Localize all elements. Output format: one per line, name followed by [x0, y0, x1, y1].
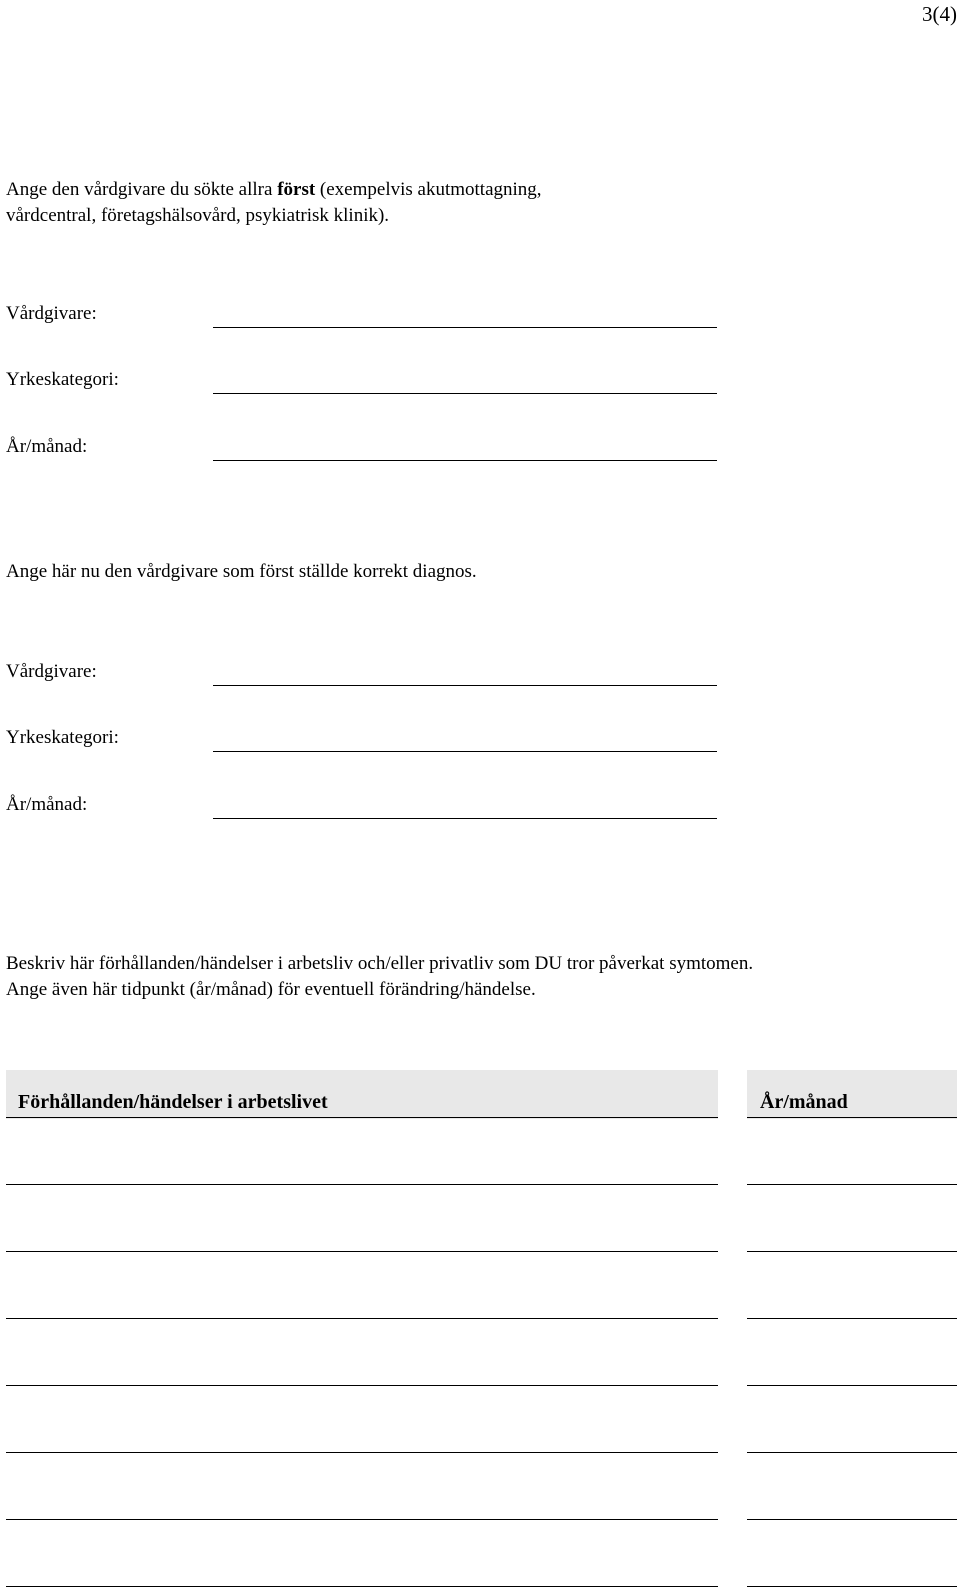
category-input-line[interactable] — [213, 751, 717, 752]
category-label: Yrkeskategori: — [6, 727, 119, 748]
section1-instruction-line1 — [6, 177, 542, 203]
section1-instruction-line2: vårdcentral, företagshälsovård, psykiatrisk klinik). — [6, 205, 390, 226]
provider-label: Vårdgivare: — [6, 661, 97, 682]
event-date-input-line[interactable] — [747, 1452, 957, 1453]
date-input-line[interactable] — [213, 460, 717, 461]
instruction-text: Ange den vårdgivare du sökte allra — [6, 179, 278, 200]
date-label: År/månad: — [6, 794, 88, 815]
provider-input-line[interactable] — [213, 327, 717, 328]
event-date-input-line[interactable] — [747, 1385, 957, 1386]
section2-instruction: Ange här nu den vårdgivare som först ställde korrekt diagnos. — [6, 561, 477, 582]
event-date-input-line[interactable] — [747, 1586, 957, 1587]
category-input-line[interactable] — [213, 393, 717, 394]
event-date-input-line[interactable] — [747, 1251, 957, 1252]
event-input-line[interactable] — [6, 1519, 718, 1520]
event-input-line[interactable] — [6, 1251, 718, 1252]
instruction-text: (exempelvis akutmottagning, — [315, 179, 542, 200]
date-column-header: År/månad — [760, 1091, 848, 1113]
header-underline — [6, 1117, 718, 1118]
event-input-line[interactable] — [6, 1184, 718, 1185]
provider-input-line[interactable] — [213, 685, 717, 686]
events-column-header: Förhållanden/händelser i arbetslivet — [18, 1091, 328, 1113]
event-date-input-line[interactable] — [747, 1318, 957, 1319]
event-input-line[interactable] — [6, 1452, 718, 1453]
provider-label: Vårdgivare: — [6, 303, 97, 324]
event-input-line[interactable] — [6, 1385, 718, 1386]
event-date-input-line[interactable] — [747, 1519, 957, 1520]
event-date-input-line[interactable] — [747, 1184, 957, 1185]
event-input-line[interactable] — [6, 1318, 718, 1319]
category-label: Yrkeskategori: — [6, 369, 119, 390]
header-underline — [747, 1117, 957, 1118]
page-number: 3(4) — [922, 2, 957, 26]
section3-instruction-line1: Beskriv här förhållanden/händelser i arbetsliv och/eller privatliv som DU tror påverkat symtomen. — [6, 953, 754, 974]
date-label: År/månad: — [6, 436, 88, 457]
emphasis-text: först — [277, 179, 316, 200]
date-input-line[interactable] — [213, 818, 717, 819]
event-input-line[interactable] — [6, 1586, 718, 1587]
section3-instruction-line2: Ange även här tidpunkt (år/månad) för eventuell förändring/händelse. — [6, 979, 536, 1000]
